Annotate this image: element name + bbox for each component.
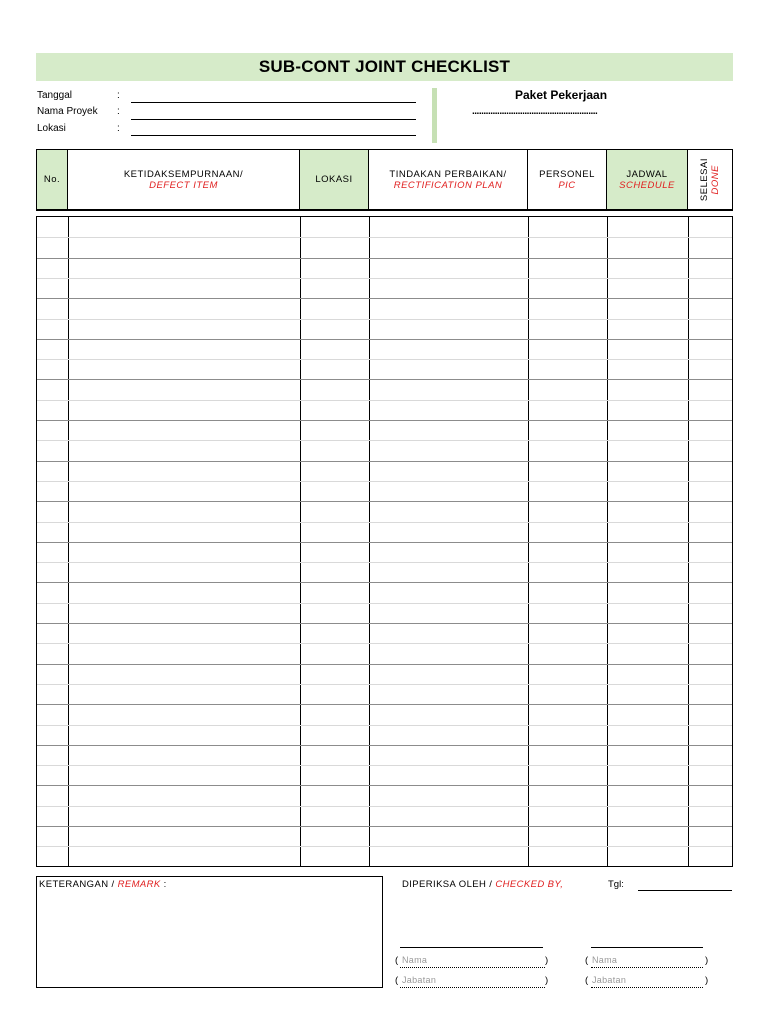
header-defect — [68, 150, 300, 209]
sig2-nama-placeholder: Nama — [592, 955, 618, 965]
header-personel-en: PIC — [558, 179, 576, 191]
tanggal-colon: : — [117, 90, 120, 101]
table-row-divider — [37, 684, 732, 685]
table-row-divider — [37, 826, 732, 827]
table-row-divider — [37, 542, 732, 543]
header-personel — [528, 150, 607, 209]
sig2-nama-close: ) — [705, 955, 709, 966]
table-row-divider — [37, 562, 732, 563]
sig2-nama-field[interactable] — [591, 967, 703, 968]
header-lokasi-label: LOKASI — [315, 174, 353, 185]
table-row-divider — [37, 237, 732, 238]
table-row-divider — [37, 339, 732, 340]
sig2-jabatan-field[interactable] — [591, 987, 703, 988]
page-title: SUB-CONT JOINT CHECKLIST — [258, 57, 511, 76]
tgl-field[interactable] — [638, 890, 732, 891]
lokasi-label: Lokasi — [37, 123, 66, 134]
table-row-divider — [37, 400, 732, 401]
table-row-divider — [37, 258, 732, 259]
table-row-divider — [37, 461, 732, 462]
table-row-divider — [37, 359, 732, 360]
table-row-divider — [37, 319, 732, 320]
table-header — [36, 149, 733, 211]
table-row-divider — [37, 298, 732, 299]
lokasi-field[interactable] — [131, 135, 416, 136]
header-tindakan — [369, 150, 528, 209]
table-row-divider — [37, 582, 732, 583]
header-tindakan-en: RECTIFICATION PLAN — [393, 179, 503, 191]
table-row-divider — [37, 704, 732, 705]
sig1-nama-close: ) — [545, 955, 549, 966]
green-divider — [432, 88, 437, 143]
sig2-jabatan-placeholder: Jabatan — [592, 975, 627, 985]
header-selesai-id: SELESAI — [699, 157, 710, 202]
checklist-grid[interactable] — [36, 216, 733, 867]
sig1-nama-open: ( — [395, 955, 399, 966]
sig2-jabatan-close: ) — [705, 975, 709, 986]
table-row-divider — [37, 846, 732, 847]
header-tindakan-id: TINDAKAN PERBAIKAN/ — [389, 168, 507, 180]
checked-by-label: DIPERIKSA OLEH / CHECKED BY, — [402, 879, 564, 890]
sig1-nama-placeholder: Nama — [402, 955, 428, 965]
table-row-divider — [37, 725, 732, 726]
remark-label: KETERANGAN / REMARK : — [39, 879, 167, 890]
header-defect-en: DEFECT ITEM — [149, 179, 218, 191]
table-row-divider — [37, 420, 732, 421]
sig1-jabatan-close: ) — [545, 975, 549, 986]
header-no — [37, 150, 68, 209]
header-defect-id: KETIDAKSEMPURNAAN/ — [123, 168, 244, 180]
lokasi-colon: : — [117, 123, 120, 134]
header-jadwal — [607, 150, 688, 209]
table-row-divider — [37, 379, 732, 380]
header-selesai — [688, 150, 732, 209]
table-row-divider — [37, 623, 732, 624]
title-bar — [36, 53, 733, 81]
proyek-label: Nama Proyek — [37, 106, 98, 117]
header-jadwal-id: JADWAL — [626, 168, 668, 180]
proyek-colon: : — [117, 106, 120, 117]
sig1-jabatan-open: ( — [395, 975, 399, 986]
header-no-label: No. — [43, 174, 61, 185]
sig2-jabatan-open: ( — [585, 975, 589, 986]
sig2-nama-open: ( — [585, 955, 589, 966]
header-selesai-en: DONE — [710, 164, 721, 195]
header-lokasi — [300, 150, 369, 209]
table-row-divider — [37, 765, 732, 766]
table-row-divider — [37, 806, 732, 807]
sig1-jabatan-placeholder: Jabatan — [402, 975, 437, 985]
table-row-divider — [37, 785, 732, 786]
remark-label-en: REMARK — [117, 879, 161, 890]
proyek-field[interactable] — [131, 119, 416, 120]
table-row-divider — [37, 664, 732, 665]
paket-pekerjaan-title: Paket Pekerjaan — [514, 88, 608, 102]
table-row-divider — [37, 643, 732, 644]
table-row-divider — [37, 278, 732, 279]
tanggal-field[interactable] — [131, 102, 416, 103]
header-jadwal-en: SCHEDULE — [619, 179, 675, 191]
table-row-divider — [37, 440, 732, 441]
paket-pekerjaan-field[interactable]: ....................................................... — [472, 106, 598, 117]
tanggal-label: Tanggal — [37, 90, 73, 101]
table-row-divider — [37, 501, 732, 502]
table-row-divider — [37, 603, 732, 604]
sig1-jabatan-field[interactable] — [400, 987, 545, 988]
header-personel-id: PERSONEL — [539, 168, 595, 180]
remark-box[interactable] — [36, 876, 383, 988]
signature-line-2[interactable] — [591, 947, 703, 948]
table-row-divider — [37, 522, 732, 523]
table-row-divider — [37, 481, 732, 482]
sig1-nama-field[interactable] — [400, 967, 545, 968]
checked-by-label-en: CHECKED BY, — [495, 879, 564, 890]
tgl-label: Tgl: — [608, 879, 624, 890]
signature-line-1[interactable] — [400, 947, 543, 948]
table-row-divider — [37, 745, 732, 746]
